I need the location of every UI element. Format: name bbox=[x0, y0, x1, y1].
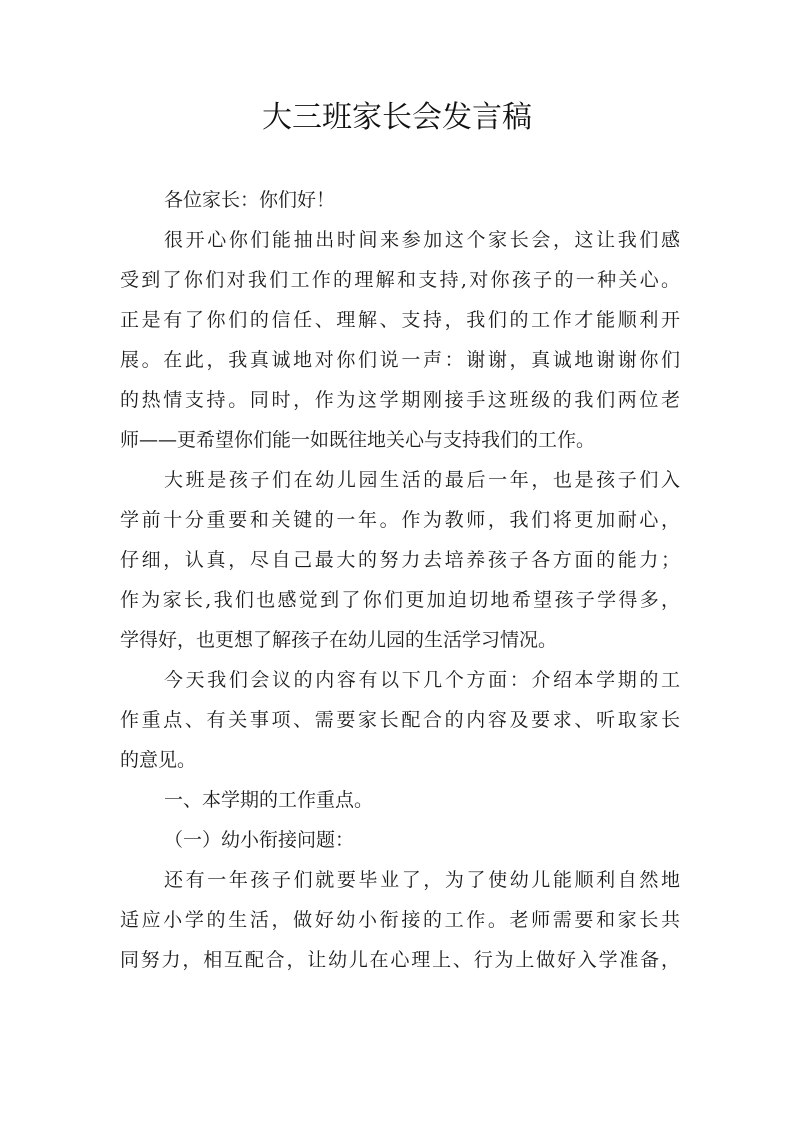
paragraph-line: 作为家长,我们也感觉到了你们更加迫切地希望孩子学得多， bbox=[120, 589, 680, 611]
paragraph-line: 正是有了你们的信任、理解、支持，我们的工作才能顺利开 bbox=[120, 309, 680, 331]
paragraph-line: 仔细，认真，尽自己最大的努力去培养孩子各方面的能力； bbox=[120, 549, 680, 571]
paragraph-line: 适应小学的生活，做好幼小衔接的工作。老师需要和家长共 bbox=[120, 909, 680, 931]
document-body bbox=[120, 180, 680, 980]
paragraph-line: 展。在此，我真诚地对你们说一声：谢谢，真诚地谢谢你们 bbox=[120, 349, 680, 371]
paragraph-line: 学前十分重要和关键的一年。作为教师，我们将更加耐心， bbox=[120, 509, 680, 531]
paragraph-line: 的意见。 bbox=[120, 749, 197, 771]
paragraph-line: 今天我们会议的内容有以下几个方面：介绍本学期的工 bbox=[164, 669, 680, 691]
greeting-line: 各位家长：你们好！ bbox=[164, 189, 336, 211]
subsection-heading: （一）幼小衔接问题： bbox=[164, 829, 355, 851]
paragraph-line: 作重点、有关事项、需要家长配合的内容及要求、听取家长 bbox=[120, 709, 680, 731]
paragraph-line: 很开心你们能抽出时间来参加这个家长会，这让我们感 bbox=[164, 229, 680, 251]
paragraph-line: 师——更希望你们能一如既往地关心与支持我们的工作。 bbox=[120, 429, 596, 451]
document-title: 大三班家长会发言稿 bbox=[262, 100, 532, 135]
paragraph-line: 学得好，也更想了解孩子在幼儿园的生活学习情况。 bbox=[120, 629, 558, 651]
section-heading: 一、本学期的工作重点。 bbox=[164, 789, 374, 811]
paragraph-line: 同努力，相互配合，让幼儿在心理上、行为上做好入学准备， bbox=[120, 949, 680, 971]
paragraph-line: 大班是孩子们在幼儿园生活的最后一年，也是孩子们入 bbox=[164, 469, 680, 491]
paragraph-line: 还有一年孩子们就要毕业了，为了使幼儿能顺利自然地 bbox=[164, 869, 680, 891]
paragraph-line: 的热情支持。同时，作为这学期刚接手这班级的我们两位老 bbox=[120, 389, 680, 411]
paragraph-line: 受到了你们对我们工作的理解和支持,对你孩子的一种关心。 bbox=[120, 269, 680, 291]
